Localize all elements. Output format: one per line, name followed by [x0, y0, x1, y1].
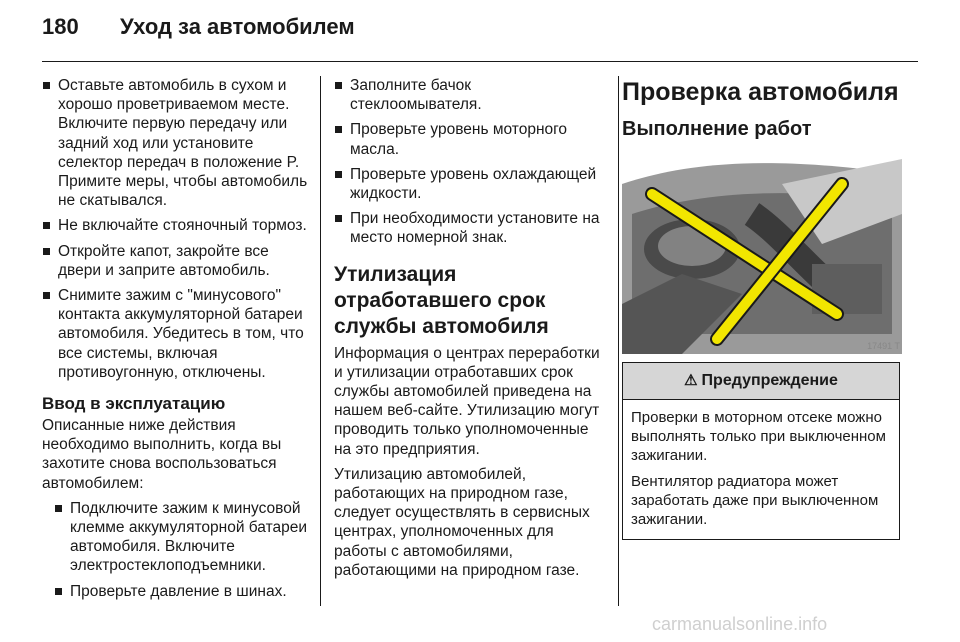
header-rule: [42, 61, 918, 62]
list-item: Подключите зажим к минусовой клемме аккумуляторной батареи автомобиля. Включите электростеклоподъемники.: [54, 499, 310, 576]
warning-box: [622, 362, 900, 540]
engine-bay-photo: [622, 154, 902, 354]
page-title: Уход за автомобилем: [120, 14, 355, 39]
warning-paragraph: Проверки в моторном отсеке можно выполнять только при выключенном зажигании.: [631, 409, 886, 465]
warning-header: [623, 363, 899, 400]
column-middle: [334, 76, 606, 586]
list-item: При необходимости установите на место номерной знак.: [334, 209, 606, 247]
warning-body: [623, 400, 899, 539]
list-item: Оставьте автомобиль в сухом и хорошо проветриваемом месте. Включите первую передачу или задний ход или установите селектор передач в положение P. Примите меры, чтобы автомобиль не скатывался.: [42, 76, 310, 210]
section-heading: Ввод в эксплуатацию: [42, 394, 226, 414]
paragraph: Информация о центрах переработки и утилизации отработавших срок службы автомобилей приведена на нашем веб-сайте. Утилизацию могут проводить только уполномоченные на это предприятия.: [334, 344, 600, 458]
warning-title: Предупреждение: [701, 372, 838, 390]
list-item: Снимите зажим с "минусового" контакта аккумуляторной батареи автомобиля. Убедитесь в том, что все системы, включая противоугонную, отключены.: [42, 286, 310, 382]
warning-paragraph: Вентилятор радиатора может заработать даже при выключенном зажигании.: [631, 472, 879, 529]
list-item: Проверьте давление в шинах.: [54, 582, 310, 601]
watermark: carmanualsonline.info: [652, 614, 828, 634]
list-item: Проверьте уровень моторного масла.: [334, 120, 606, 158]
section-intro: Описанные ниже действия необходимо выполнить, когда вы захотите снова воспользоваться автомобилем:: [42, 417, 282, 492]
page-header: [0, 0, 960, 62]
page-number: 180: [42, 14, 79, 39]
section-subtitle: Выполнение работ: [622, 118, 812, 140]
section-title: Проверка автомобиля: [622, 78, 899, 106]
image-code: 17491 T: [867, 340, 900, 351]
section-heading: Утилизация отработавшего срок службы автомобиля: [334, 262, 549, 338]
warning-triangle-icon: ⚠: [684, 372, 698, 390]
list-item: Проверьте уровень охлаждающей жидкости.: [334, 165, 606, 203]
column-right: [622, 76, 922, 540]
column-divider: [320, 76, 321, 606]
list-item: Не включайте стояночный тормоз.: [42, 216, 310, 235]
column-divider: [618, 76, 619, 606]
paragraph: Утилизацию автомобилей, работающих на природном газе, следует осуществлять в сервисных центрах, уполномоченных для работы с автомобилями, работающими на природном газе.: [334, 465, 590, 579]
list-item: Заполните бачок стеклоомывателя.: [334, 76, 606, 114]
list-item: Откройте капот, закройте все двери и заприте автомобиль.: [42, 242, 310, 280]
column-left: [42, 76, 310, 607]
